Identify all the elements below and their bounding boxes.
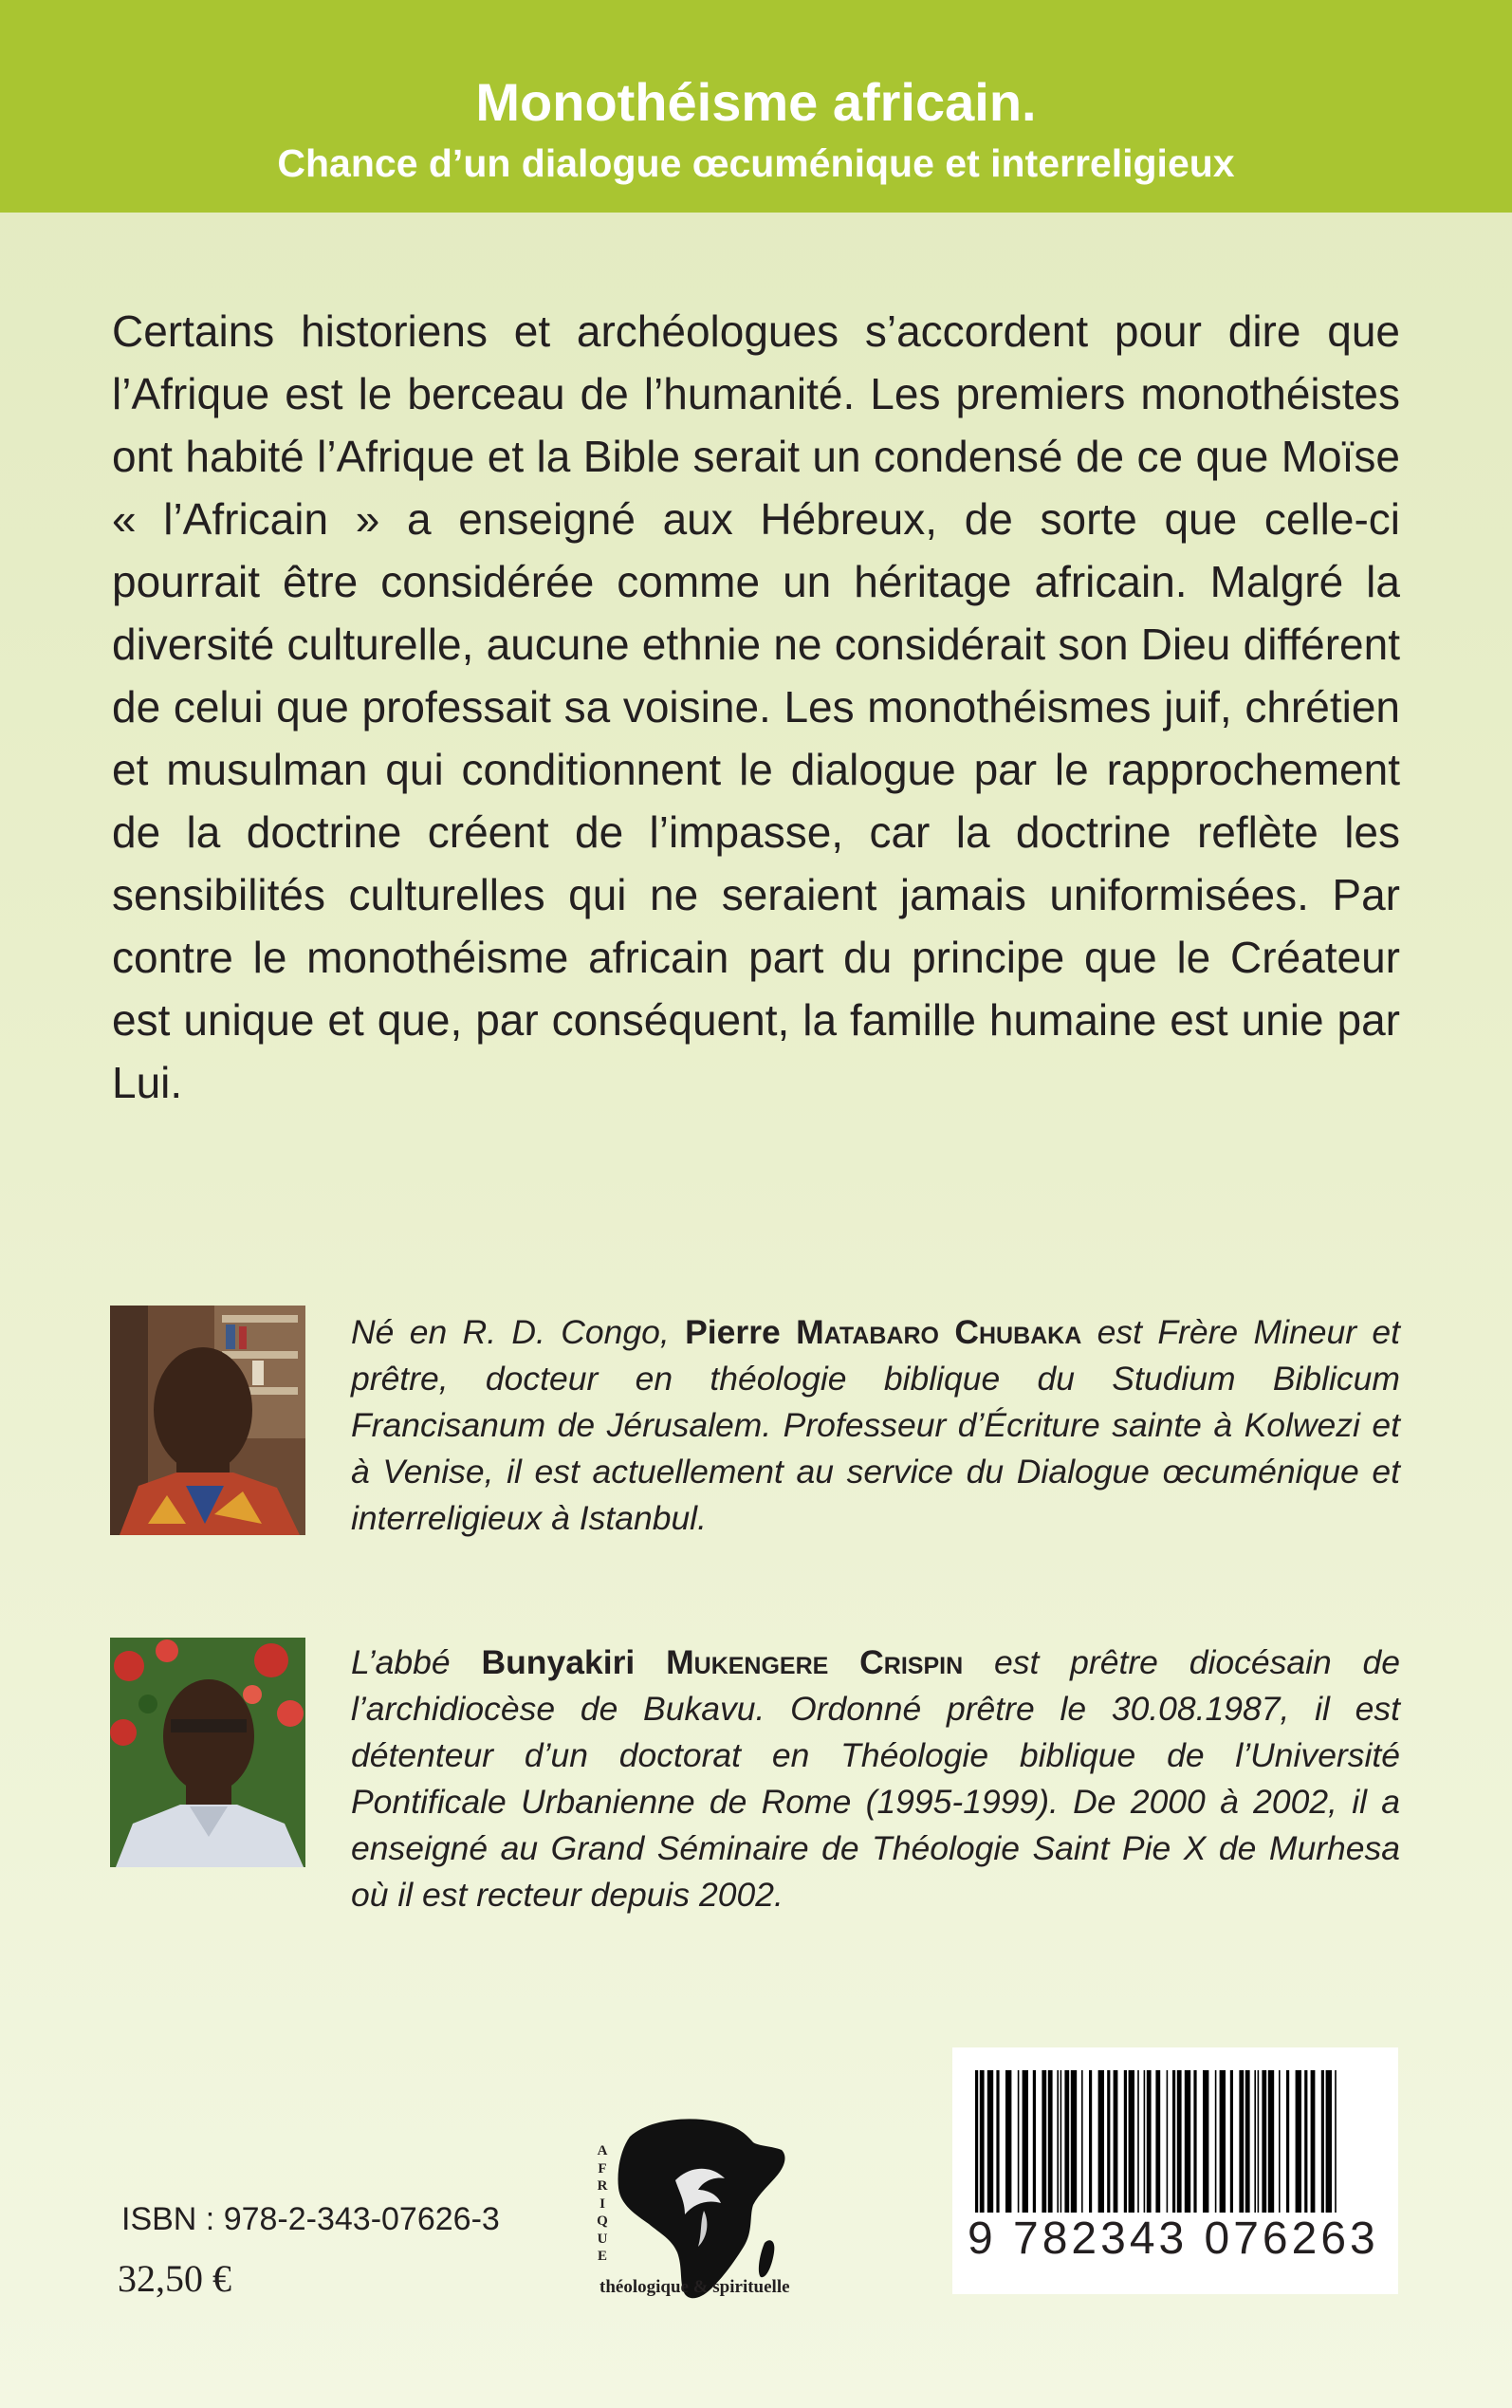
barcode-bar (1057, 2070, 1059, 2213)
barcode-bar (1304, 2070, 1307, 2213)
barcode-bar (975, 2070, 978, 2213)
barcode-bar (1071, 2070, 1077, 2213)
barcode-bar (1296, 2070, 1301, 2213)
barcode-bar (1124, 2070, 1127, 2213)
barcode-bar (1326, 2070, 1332, 2213)
barcode-bar (1239, 2070, 1244, 2213)
barcode-bar (1064, 2070, 1069, 2213)
barcode-bar (1060, 2070, 1062, 2213)
barcode-bar (1321, 2070, 1324, 2213)
book-subtitle: Chance d’un dialogue œcuménique et interreligieux (277, 141, 1235, 185)
barcode-bar (1185, 2070, 1190, 2213)
author-2-name (481, 1643, 963, 1681)
barcode-bar (1245, 2070, 1250, 2213)
barcode-bar (1107, 2070, 1110, 2213)
author-1-first-name: Pierre (685, 1313, 781, 1351)
price-label: 32,50 € (118, 2257, 231, 2300)
back-cover-blurb: Certains historiens et archéologues s’accordent pour dire que l’Afrique est le berceau de l’humanité. Les premiers monothéistes ont habité l’Afrique et la Bible serait un condensé de ce que Moïse « l’Africain » a enseigné aux Hébreux, de sorte que celle-ci pourrait être considérée comme un héritage africain. Malgré la diversité culturelle, aucune ethnie ne considérait son Dieu différent de celui que professait sa voisine. Les monothéismes juif, chrétien et musulman qui conditionnent le dialogue par le rapprochement de la doctrine créent de l’impasse, car la doctrine reflète les sensibilités culturelles qui ne seraient jamais uniformisées. Par contre le monothéisme africain part du principe que le Créateur est unique et que, par conséquent, la famille humaine est unie par Lui. (112, 306, 1400, 1107)
barcode-bar (1254, 2070, 1256, 2213)
barcode-bar (1286, 2070, 1289, 2213)
author-photo-2 (110, 1638, 305, 1867)
barcode-bar (1215, 2070, 1217, 2213)
author-bio-2-text: est prêtre diocésain de l’archidiocèse de Bukavu. Ordonné prêtre le 30.08.1987, il est détenteur d’un doctorat en Théologie biblique de l’Université Pontificale Urbanienne de Rome (1995-1999). De 2000 à 2002, il a enseigné au Grand Séminaire de Théologie Saint Pie X de Murhesa où il est recteur depuis 2002. (351, 1643, 1401, 1914)
author-bio-1-intro: Né en R. D. Congo, (351, 1313, 686, 1351)
barcode-bar (1230, 2070, 1233, 2213)
barcode-bar (1137, 2070, 1139, 2213)
barcode-bar (1033, 2070, 1036, 2213)
barcode-bar (1023, 2070, 1028, 2213)
barcode-bar (1144, 2070, 1146, 2213)
isbn-label: ISBN : 978-2-343-07626-3 (121, 2201, 500, 2237)
author-1-surname: Matabaro Chubaka (796, 1313, 1082, 1351)
barcode-bar (1335, 2070, 1337, 2213)
barcode-bar (987, 2070, 993, 2213)
barcode-number: 9 782343 076263 (968, 2214, 1379, 2264)
barcode-bar (1081, 2070, 1083, 2213)
barcode-bar (980, 2070, 985, 2213)
barcode-bar (1177, 2070, 1182, 2213)
barcode-bar (996, 2070, 999, 2213)
barcode-bar (1262, 2070, 1266, 2213)
barcode-bar (1311, 2070, 1316, 2213)
barcode-bar (1114, 2070, 1118, 2213)
barcode-bar (1193, 2070, 1196, 2213)
barcode-bar (1203, 2070, 1208, 2213)
barcode-bar (1167, 2070, 1169, 2213)
author-2-first-name: Bunyakiri (481, 1643, 636, 1681)
barcode-bar (1129, 2070, 1134, 2213)
author-bio-1-text: est Frère Mineur et prêtre, docteur en théologie biblique du Studium Biblicum Francisanum de Jérusalem. Professeur d’Écriture sainte à Kolwezi et à Venise, il est actuellement au service du Dialogue œcuménique et interreligieux à Istanbul. (351, 1313, 1400, 1537)
barcode-bar (1172, 2070, 1175, 2213)
barcode-bar (1005, 2070, 1011, 2213)
author-bio-1 (351, 1309, 1400, 1542)
barcode-bar (1018, 2070, 1020, 2213)
barcode-bar (1048, 2070, 1053, 2213)
barcode-bar (1147, 2070, 1152, 2213)
barcode-bar (1042, 2070, 1046, 2213)
barcode-bar (1155, 2070, 1160, 2213)
book-title: Monothéisme africain. (475, 72, 1037, 132)
author-bio-2-intro: L’abbé (351, 1643, 482, 1681)
barcode-bar (1220, 2070, 1226, 2213)
barcode-bar (1268, 2070, 1274, 2213)
author-bio-2 (351, 1639, 1400, 1918)
author-photo-1 (110, 1306, 305, 1535)
logo-caption: théologique & spirituelle (599, 2277, 790, 2297)
author-1-name (685, 1313, 1081, 1351)
barcode-bar (1089, 2070, 1092, 2213)
cover-header-band (0, 0, 1512, 213)
barcode-bar (1279, 2070, 1281, 2213)
logo-vertical-text: A F R I Q U E (597, 2143, 608, 2264)
author-2-surname: Mukengere Crispin (666, 1643, 964, 1681)
barcode-bar (1258, 2070, 1260, 2213)
barcode-bar (1098, 2070, 1104, 2213)
